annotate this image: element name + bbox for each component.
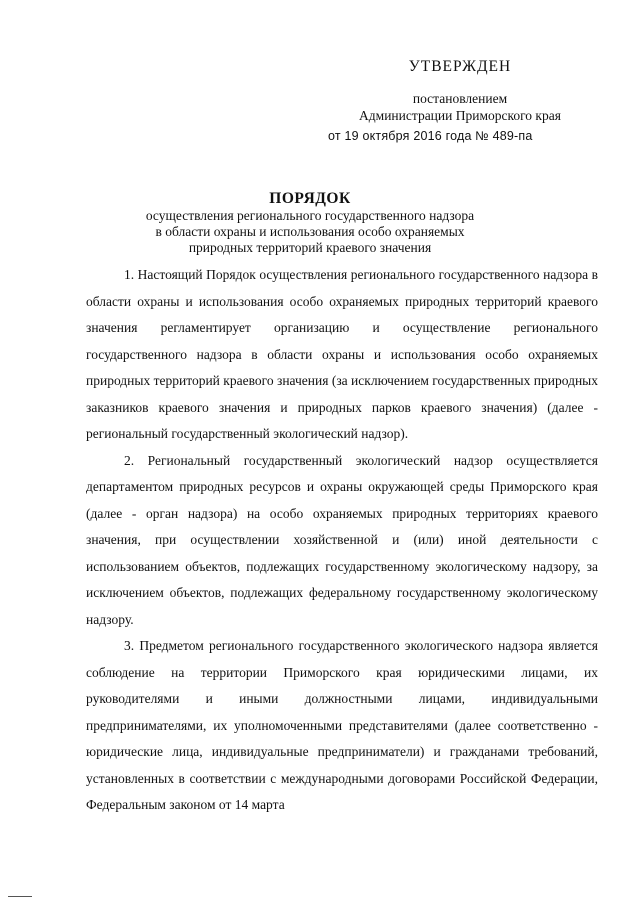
document-header <box>80 190 540 256</box>
approval-line-authority: Администрации Приморского края <box>359 108 561 123</box>
approval-date: от 19 октября 2016 года № 489-па <box>328 129 533 143</box>
margin-mark <box>8 896 32 897</box>
document-subtitle-line-3: природных территорий краевого значения <box>188 240 432 255</box>
document-subtitle-line-1: осуществления регионального государственного надзора <box>145 208 475 223</box>
document-title: ПОРЯДОК <box>269 190 351 207</box>
document-body <box>86 262 598 819</box>
approval-line-decree: постановлением <box>412 91 508 106</box>
approval-title: УТВЕРЖДЕН <box>408 58 512 75</box>
paragraph-1: 1. Настоящий Порядок осуществления регионального государственного надзора в области охраны и использования особо охраняемых природных территорий краевого значения регламентирует организацию и осуществление регионального государственного надзора в области охраны и использования особо охраняемых природных территорий краевого значения (за исключением государственных природных заказников краевого значения и природных парков краевого значения) (далее - региональный государственный экологический надзор). <box>86 267 598 441</box>
paragraph-2: 2. Региональный государственный экологический надзор осуществляется департаментом природных ресурсов и охраны окружающей среды Приморского края (далее - орган надзора) на особо охраняемых природных территориях краевого значения, при осуществлении хозяйственной и (или) иной деятельности с использованием объектов, подлежащих государственному экологическому надзору, за исключением объектов, подлежащих федеральному государственному экологическому надзору. <box>86 452 598 627</box>
paragraph-3: 3. Предметом регионального государственного экологического надзора является соблюдение на территории Приморского края юридическими лицами, их руководителями и иными должностными лицами, индивидуальными предпринимателями, их уполномоченными представителями (далее соответственно - юридические лица, индивидуальные предприниматели) и гражданами требований, установленных в соответствии с международными договорами Российской Федерации, Федеральным законом от 14 марта <box>86 638 598 812</box>
document-subtitle-line-2: в области охраны и использования особо охраняемых <box>155 224 465 239</box>
approval-block <box>330 58 590 124</box>
